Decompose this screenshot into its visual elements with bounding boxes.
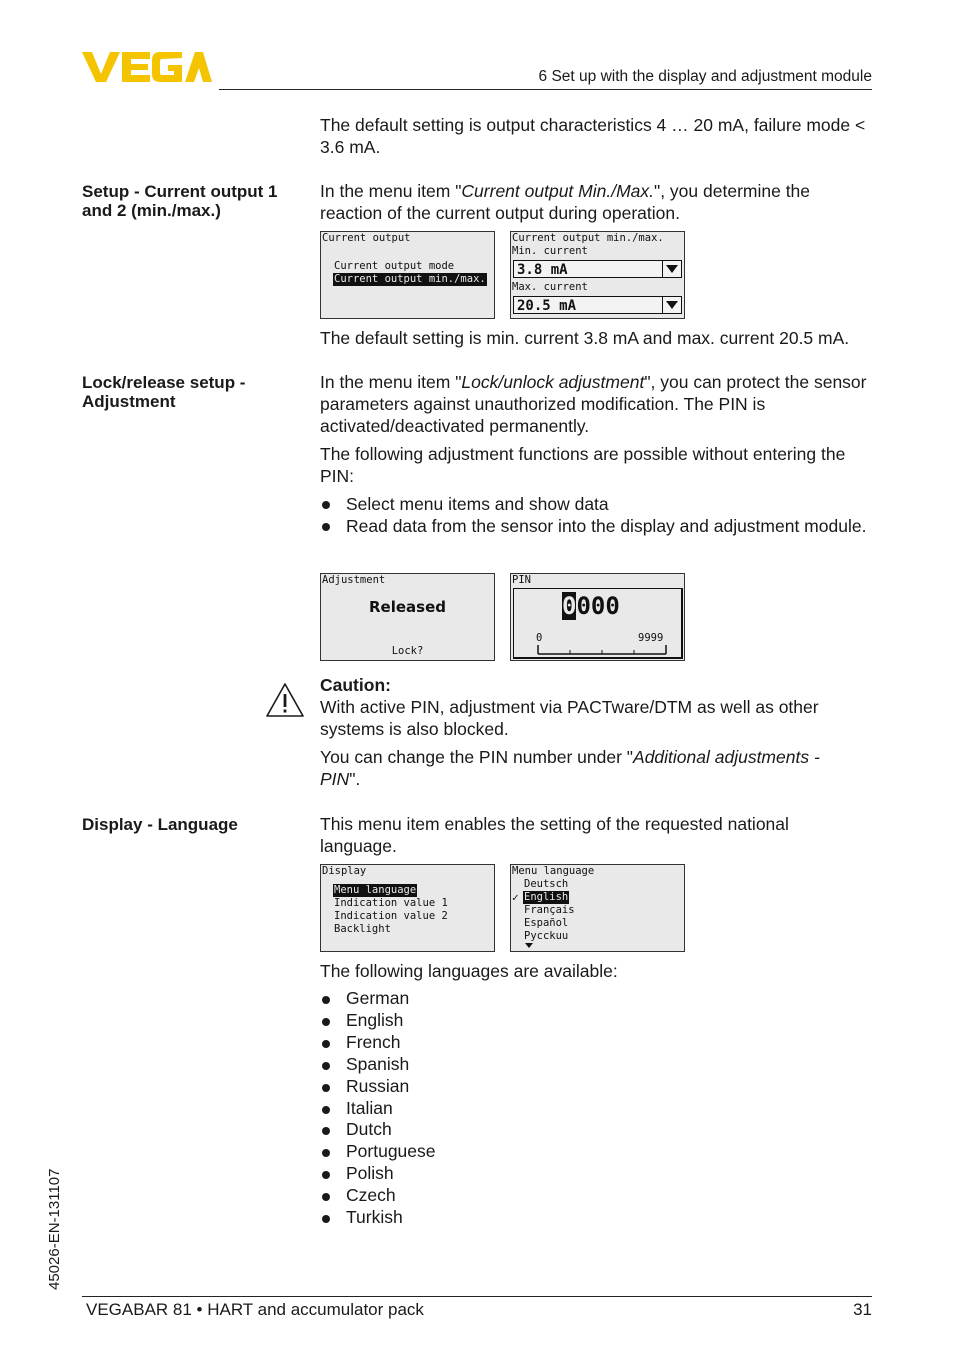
lcd-status: Released: [369, 598, 446, 616]
lcd-title: Display: [322, 865, 367, 877]
checkmark-icon: ✓: [512, 891, 519, 904]
languages-list: [320, 988, 872, 1229]
pin-frame: [513, 588, 683, 659]
scale-max: 9999: [638, 632, 664, 644]
lcd-menu-item: Backlight: [334, 923, 391, 935]
list-item: Dutch: [320, 1119, 872, 1141]
list-item: English: [320, 1010, 872, 1032]
list-item: Portuguese: [320, 1141, 872, 1163]
intro-paragraph: The default setting is output characteristics 4 … 20 mA, failure mode < 3.6 mA.: [320, 115, 866, 157]
pin-cursor-digit: 0: [562, 592, 577, 620]
current-output-default-paragraph: The default setting is min. current 3.8 mA and max. current 20.5 mA.: [320, 328, 850, 348]
list-item: Turkish: [320, 1207, 872, 1229]
lcd-title: Current output: [322, 232, 411, 244]
warning-icon: [266, 682, 304, 723]
list-item: Read data from the sensor into the display and adjustment module.: [320, 515, 872, 537]
chapter-title: 6 Set up with the display and adjustment module: [538, 68, 872, 85]
lcd-title: PIN: [512, 574, 531, 586]
scroll-down-icon: [525, 943, 533, 948]
page-number: 31: [853, 1300, 872, 1319]
lcd-menu-item-selected: Current output min./max.: [334, 273, 486, 285]
list-item: Spanish: [320, 1054, 872, 1076]
lcd-menu-item: Indication value 2: [334, 910, 448, 922]
lcd-menu-item: Pycckuu: [524, 930, 569, 942]
language-paragraph: This menu item enables the setting of the requested national language.: [320, 814, 789, 856]
lock-functions-list: [320, 493, 872, 537]
list-item: German: [320, 988, 872, 1010]
lcd-menu-item-selected: Menu language: [334, 884, 417, 896]
list-item: Russian: [320, 1076, 872, 1098]
pin-value: [562, 592, 620, 620]
lcd-menu-item: Deutsch: [524, 878, 569, 890]
lcd-screen-current-output: [320, 231, 495, 319]
lcd-title: Current output min./max.: [512, 232, 664, 244]
chevron-down-icon: [662, 297, 681, 313]
header-rule: [219, 89, 872, 90]
list-item: Polish: [320, 1163, 872, 1185]
lcd-screen-menu-language: [510, 864, 685, 952]
section-label-lock: Lock/release setup - Adjustment: [82, 373, 246, 411]
lcd-title: Menu language: [512, 865, 595, 877]
max-current-dropdown: 20.5 mA: [513, 296, 682, 314]
pin-digits: 000: [576, 592, 620, 620]
lcd-menu-item: Español: [524, 917, 569, 929]
lcd-title: Adjustment: [322, 574, 386, 586]
lcd-screen-adjustment: [320, 573, 495, 661]
lcd-menu-item: Français: [524, 904, 575, 916]
lcd-screen-current-min-max: [510, 231, 685, 319]
footer-product: VEGABAR 81 • HART and accumulator pack: [86, 1300, 424, 1319]
list-item: Czech: [320, 1185, 872, 1207]
caution-text: With active PIN, adjustment via PACTware/DTM as well as other systems is also blocked.: [320, 697, 819, 739]
footer-rule: [82, 1296, 872, 1297]
caution-title: Caution:: [320, 675, 391, 695]
lcd-menu-item-selected: English: [524, 891, 569, 903]
min-current-dropdown: 3.8 mA: [513, 260, 682, 278]
lcd-menu-item: Current output mode: [334, 260, 455, 272]
scale-min: 0: [536, 632, 543, 644]
list-item: Select menu items and show data: [320, 493, 872, 515]
pin-scale: [514, 644, 681, 656]
current-output-paragraph: In the menu item "Current output Min./Max.", you determine the reaction of the current output during operation.: [320, 181, 811, 223]
lcd-screen-display: [320, 864, 495, 952]
lcd-max-label: Max. current: [512, 281, 588, 293]
section-label-current-output: Setup - Current output 1 and 2 (min./max.): [82, 182, 278, 220]
section-label-language: Display - Language: [82, 815, 238, 834]
lcd-min-label: Min. current: [512, 245, 588, 257]
lock-functions-intro: The following adjustment functions are possible without entering the PIN:: [320, 444, 846, 486]
chevron-down-icon: [662, 261, 681, 277]
lock-paragraph: In the menu item "Lock/unlock adjustment", you can protect the sensor parameters against unauthorized modification. The PIN is activated/deactivated permanently.: [320, 372, 867, 436]
languages-intro: The following languages are available:: [320, 961, 618, 981]
pin-change-paragraph: You can change the PIN number under "Additional adjustments - PIN".: [320, 747, 820, 789]
document-code: 45026-EN-131107: [46, 1168, 63, 1290]
lcd-question: Lock?: [391, 645, 424, 657]
lcd-menu-item: Indication value 1: [334, 897, 448, 909]
list-item: French: [320, 1032, 872, 1054]
vega-logo: [82, 50, 212, 89]
list-item: Italian: [320, 1098, 872, 1120]
lcd-screen-pin: [510, 573, 685, 661]
